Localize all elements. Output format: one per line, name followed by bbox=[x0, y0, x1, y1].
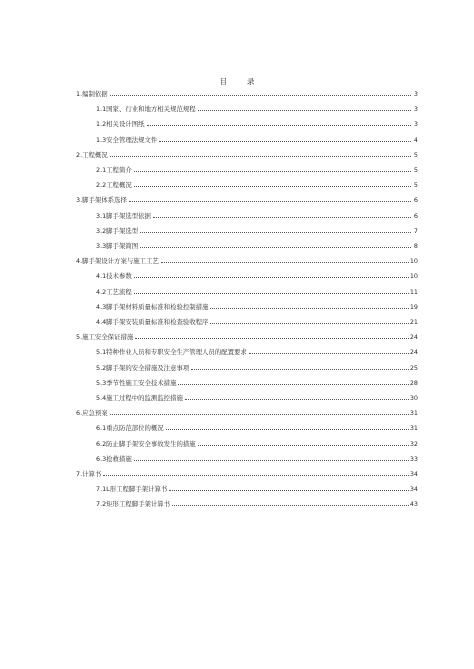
toc-page-number: 31 bbox=[409, 409, 418, 418]
toc-dot-leader bbox=[178, 384, 408, 385]
toc-page-number: 19 bbox=[409, 302, 418, 311]
toc-section-entry[interactable] bbox=[96, 238, 418, 250]
toc-entry-label: 2.工程概况 bbox=[76, 150, 108, 159]
toc-entry-label: 1.3安全管理法规文件 bbox=[96, 135, 158, 144]
toc-section-entry[interactable] bbox=[96, 101, 418, 113]
toc-chapter-entry[interactable] bbox=[76, 192, 418, 204]
toc-chapter-entry[interactable] bbox=[76, 253, 418, 265]
toc-page-number: 34 bbox=[409, 470, 418, 478]
toc-section-entry[interactable] bbox=[96, 390, 418, 402]
toc-entry-label: 5.1特种作业人员和专职安全生产管理人员的配置要求 bbox=[96, 348, 247, 357]
toc-dot-leader bbox=[166, 429, 409, 430]
toc-dot-leader bbox=[134, 171, 411, 172]
toc-entry-label: 3.脚手架体系选择 bbox=[76, 196, 127, 205]
toc-entry-label: 1.编制依据 bbox=[76, 90, 108, 98]
toc-chapter-entry[interactable] bbox=[76, 466, 418, 478]
toc-section-entry[interactable] bbox=[96, 344, 418, 356]
toc-page-number: 3 bbox=[413, 90, 418, 98]
toc-dot-leader bbox=[110, 414, 409, 415]
toc-dot-leader bbox=[140, 232, 411, 233]
toc-entry-label: 4.1技术参数 bbox=[96, 272, 132, 281]
toc-dot-leader bbox=[103, 475, 409, 476]
toc-page-number: 11 bbox=[409, 287, 418, 296]
toc-page-number: 25 bbox=[409, 363, 418, 372]
toc-page-number: 5 bbox=[413, 150, 418, 159]
toc-entry-label: 7.计算书 bbox=[76, 470, 102, 478]
toc-entry-label: 5.2脚手架的安全措施及注意事项 bbox=[96, 363, 190, 372]
toc-dot-leader bbox=[198, 110, 411, 111]
toc-page-number: 24 bbox=[409, 333, 418, 342]
toc-entry-label: 5.施工安全保证措施 bbox=[76, 333, 134, 342]
toc-dot-leader bbox=[147, 125, 411, 126]
toc-page-number: 6 bbox=[413, 196, 418, 205]
toc-page-number: 6 bbox=[413, 211, 418, 220]
toc-section-entry[interactable] bbox=[96, 116, 418, 128]
toc-section-entry[interactable] bbox=[96, 496, 418, 508]
toc-dot-leader bbox=[161, 262, 409, 263]
toc-section-entry[interactable] bbox=[96, 314, 418, 326]
toc-dot-leader bbox=[198, 445, 409, 446]
toc-section-entry[interactable] bbox=[96, 420, 418, 432]
toc-section-entry[interactable] bbox=[96, 481, 418, 493]
toc-section-entry[interactable] bbox=[96, 375, 418, 387]
toc-dot-leader bbox=[110, 95, 411, 96]
toc-entry-label: 4.2工艺流程 bbox=[96, 287, 132, 296]
toc-entry-label: 7.2矩形工程脚手架计算书 bbox=[96, 500, 171, 509]
toc-dot-leader bbox=[172, 505, 409, 506]
toc-page-number: 31 bbox=[409, 424, 418, 433]
toc-section-entry[interactable] bbox=[96, 268, 418, 280]
toc-page-number: 28 bbox=[409, 378, 418, 387]
toc-entry-label: 2.2工程概况 bbox=[96, 181, 132, 190]
toc-entry-label: 3.1脚手架选型依据 bbox=[96, 211, 151, 220]
toc-entry-label: 5.4施工过程中的监测监控措施 bbox=[96, 394, 183, 402]
toc-chapter-entry[interactable] bbox=[76, 147, 418, 159]
toc-page-number: 3 bbox=[413, 120, 418, 129]
toc-section-entry[interactable] bbox=[96, 177, 418, 189]
toc-page-number: 43 bbox=[409, 500, 418, 509]
toc-section-entry[interactable] bbox=[96, 223, 418, 235]
toc-dot-leader bbox=[134, 277, 409, 278]
toc-section-entry[interactable] bbox=[96, 132, 418, 144]
toc-entry-label: 6.1重点防范部位的概况 bbox=[96, 424, 164, 433]
toc-page-number: 10 bbox=[409, 272, 418, 281]
toc-dot-leader bbox=[134, 186, 411, 187]
toc-dot-leader bbox=[159, 141, 411, 142]
toc-dot-leader bbox=[134, 460, 409, 461]
toc-dot-leader bbox=[129, 201, 411, 202]
toc-chapter-entry[interactable] bbox=[76, 405, 418, 417]
toc-page-number: 34 bbox=[409, 485, 418, 494]
toc-section-entry[interactable] bbox=[96, 208, 418, 220]
toc-dot-leader bbox=[191, 369, 409, 370]
toc-dot-leader bbox=[249, 353, 409, 354]
toc-dot-leader bbox=[135, 338, 409, 339]
toc-entry-label: 4.脚手架设计方案与施工工艺 bbox=[76, 257, 159, 266]
toc-entry-label: 1.2相关设计图纸 bbox=[96, 120, 145, 129]
toc-page-number: 5 bbox=[413, 166, 418, 174]
toc-entry-label: 6.应急预案 bbox=[76, 409, 108, 418]
toc-section-entry[interactable] bbox=[96, 451, 418, 463]
toc-page-number: 8 bbox=[413, 242, 418, 250]
toc-page-number: 21 bbox=[409, 318, 418, 326]
toc-entry-label: 1.1国家、行业和地方相关规范规程 bbox=[96, 105, 196, 114]
toc-title-char-1: 目 bbox=[219, 77, 227, 86]
toc-page-number: 30 bbox=[409, 394, 418, 402]
toc-dot-leader bbox=[169, 490, 409, 491]
toc-section-entry[interactable] bbox=[96, 284, 418, 296]
toc-entry-label: 4.4脚手架安装质量标准和检查验收程序 bbox=[96, 318, 209, 326]
toc-page-number: 10 bbox=[409, 257, 418, 266]
toc-page-number: 3 bbox=[413, 105, 418, 114]
toc-entry-label: 2.1工程简介 bbox=[96, 166, 132, 174]
toc-entry-label: 7.1L形工程脚手架计算书 bbox=[96, 485, 168, 494]
toc-entry-label: 4.3脚手架材料质量标准和检验控制措施 bbox=[96, 302, 209, 311]
toc-dot-leader bbox=[140, 247, 411, 248]
toc-entry-label: 5.3季节性施工安全技术措施 bbox=[96, 378, 177, 387]
toc-dot-leader bbox=[134, 293, 409, 294]
toc-page-number: 5 bbox=[413, 181, 418, 190]
toc-page-number: 4 bbox=[413, 135, 418, 144]
toc-entry-label: 6.2防止脚手架安全事故发生的措施 bbox=[96, 439, 196, 448]
toc-entry-label: 3.2脚手架选型 bbox=[96, 226, 139, 235]
toc-page-number: 7 bbox=[413, 226, 418, 235]
toc-dot-leader bbox=[210, 308, 408, 309]
toc-section-entry[interactable] bbox=[96, 436, 418, 448]
toc-section-entry[interactable] bbox=[96, 162, 418, 174]
toc-chapter-entry[interactable] bbox=[76, 329, 418, 341]
toc-dot-leader bbox=[185, 399, 409, 400]
toc-dot-leader bbox=[153, 217, 411, 218]
toc-page-number: 24 bbox=[409, 348, 418, 357]
toc-entry-label: 3.3脚手架简图 bbox=[96, 242, 139, 250]
toc-page-number: 33 bbox=[409, 454, 418, 463]
toc-entry-label: 6.3抢救措施 bbox=[96, 454, 132, 463]
toc-dot-leader bbox=[110, 156, 411, 157]
toc-section-entry[interactable] bbox=[96, 299, 418, 311]
toc-title-char-2: 录 bbox=[247, 77, 255, 86]
toc-section-entry[interactable] bbox=[96, 360, 418, 372]
toc-chapter-entry[interactable] bbox=[76, 86, 418, 98]
toc-page-number: 32 bbox=[409, 439, 418, 448]
toc-dot-leader bbox=[210, 323, 408, 324]
